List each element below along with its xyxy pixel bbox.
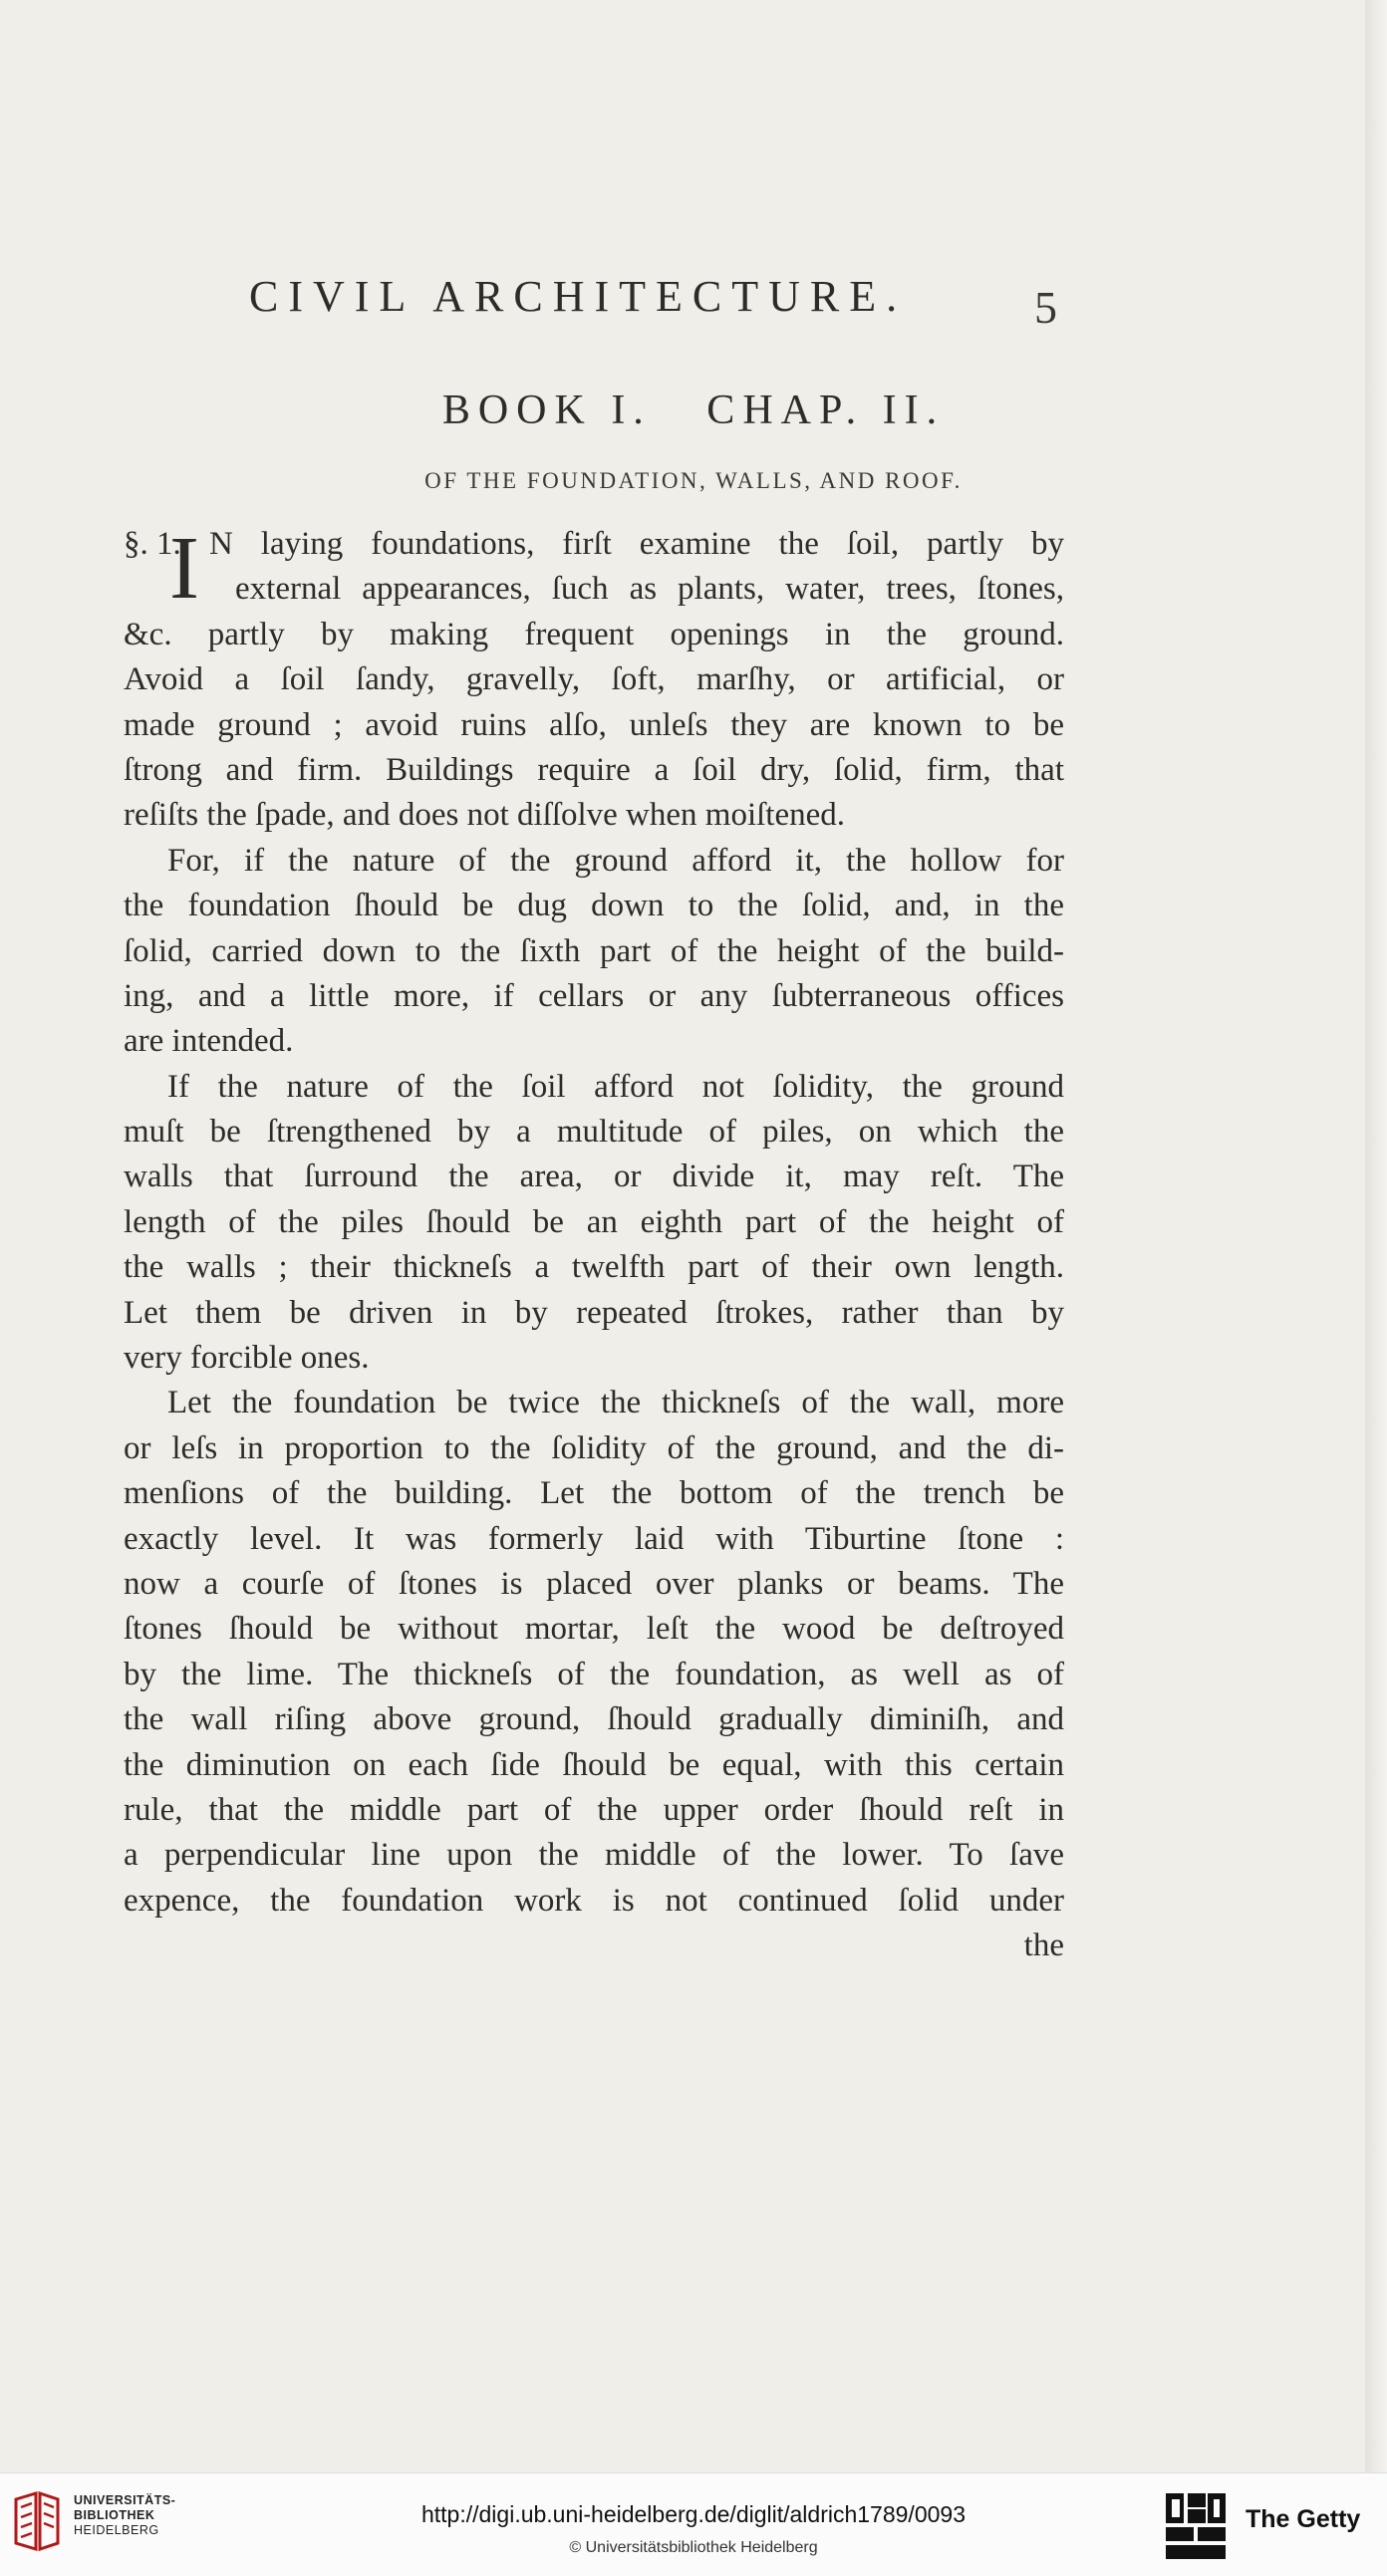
- copyright-notice: © Universitätsbibliothek Heidelberg: [569, 2539, 818, 2556]
- section-title: OF THE FOUNDATION, WALLS, AND ROOF.: [424, 468, 963, 493]
- page-number: 5: [1034, 282, 1057, 333]
- text-line: ſolid, carried down to the ſixth part of the height of the build-: [124, 932, 1064, 969]
- text-line: external appearances, ſuch as plants, water, trees, ſtones,: [235, 571, 1064, 608]
- text-line: Let them be driven in by repeated ſtrokes, rather than by: [124, 1294, 1064, 1331]
- text-line: very forcible ones.: [124, 1340, 370, 1377]
- text-line: the wall riſing above ground, ſhould gradually diminiſh, and: [124, 1701, 1064, 1738]
- text-line: exactly level. It was formerly laid with Tiburtine ſtone :: [124, 1520, 1064, 1557]
- text-line: If the nature of the ſoil afford not ſolidity, the ground: [167, 1068, 1064, 1105]
- drop-cap: I: [169, 519, 199, 618]
- text-line: by the lime. The thickneſs of the foundation, as well as of: [124, 1656, 1064, 1692]
- text-line: or leſs in proportion to the ſolidity of the ground, and the di-: [124, 1429, 1064, 1466]
- library-name: UNIVERSITÄTS- BIBLIOTHEK HEIDELBERG: [74, 2493, 176, 2537]
- footer-bar: [0, 2472, 1387, 2576]
- getty-logo-icon: [1164, 2491, 1228, 2561]
- getty-name: The Getty: [1246, 2505, 1361, 2533]
- text-line: made ground ; avoid ruins alſo, unleſs they are known to be: [124, 706, 1064, 743]
- text-line: §. 1. I N laying foundations, firſt examine the ſoil, partly by: [124, 519, 1064, 618]
- text-line: Avoid a ſoil ſandy, gravelly, ſoft, marſhy, or artificial, or: [124, 661, 1064, 698]
- body-text: [124, 519, 1064, 1969]
- text-line: &c. partly by making frequent openings in the ground.: [124, 616, 1064, 652]
- text-line: muſt be ſtrengthened by a multitude of piles, on which the: [124, 1114, 1064, 1151]
- text-line: the foundation ſhould be dug down to the ſolid, and, in the: [124, 888, 1064, 924]
- text-line: ſtones ſhould be without mortar, leſt the wood be deſtroyed: [124, 1611, 1064, 1648]
- permalink-url[interactable]: http://digi.ub.uni-heidelberg.de/diglit/aldrich1789/0093: [420, 2501, 966, 2527]
- text-line: Let the foundation be twice the thickneſs of the wall, more: [167, 1385, 1064, 1421]
- text-line: the diminution on each ſide ſhould be equal, with this certain: [124, 1746, 1064, 1783]
- text-line: menſions of the building. Let the bottom of the trench be: [124, 1475, 1064, 1512]
- text-line: For, if the nature of the ground afford it, the hollow for: [167, 842, 1064, 879]
- text-line: length of the piles ſhould be an eighth part of the height of: [124, 1203, 1064, 1240]
- text-line: ing, and a little more, if cellars or any ſubterraneous offices: [124, 977, 1064, 1014]
- text-line: are intended.: [124, 1023, 294, 1060]
- text-line: rule, that the middle part of the upper order ſhould reſt in: [124, 1791, 1064, 1828]
- text-line: expence, the foundation work is not continued ſolid under: [124, 1882, 1064, 1919]
- text-line: the walls ; their thickneſs a twelfth part of their own length.: [124, 1249, 1064, 1286]
- page-edge: [1365, 0, 1387, 2472]
- running-head: CIVIL ARCHITECTURE.: [249, 272, 908, 321]
- text-line: now a courſe of ſtones is placed over planks or beams. The: [124, 1565, 1064, 1602]
- catchword: the: [1023, 1928, 1064, 1964]
- section-mark: §. 1.: [124, 526, 181, 562]
- text-line: walls that ſurround the area, or divide it, may reſt. The: [124, 1159, 1064, 1195]
- text-line: ſtrong and firm. Buildings require a ſoil dry, ſolid, firm, that: [124, 751, 1064, 788]
- chapter-title: BOOK I. CHAP. II.: [441, 387, 946, 433]
- text-line: reſiſts the ſpade, and does not diſſolve when moiſtened.: [124, 797, 846, 834]
- text-line: a perpendicular line upon the middle of the lower. To ſave: [124, 1837, 1064, 1874]
